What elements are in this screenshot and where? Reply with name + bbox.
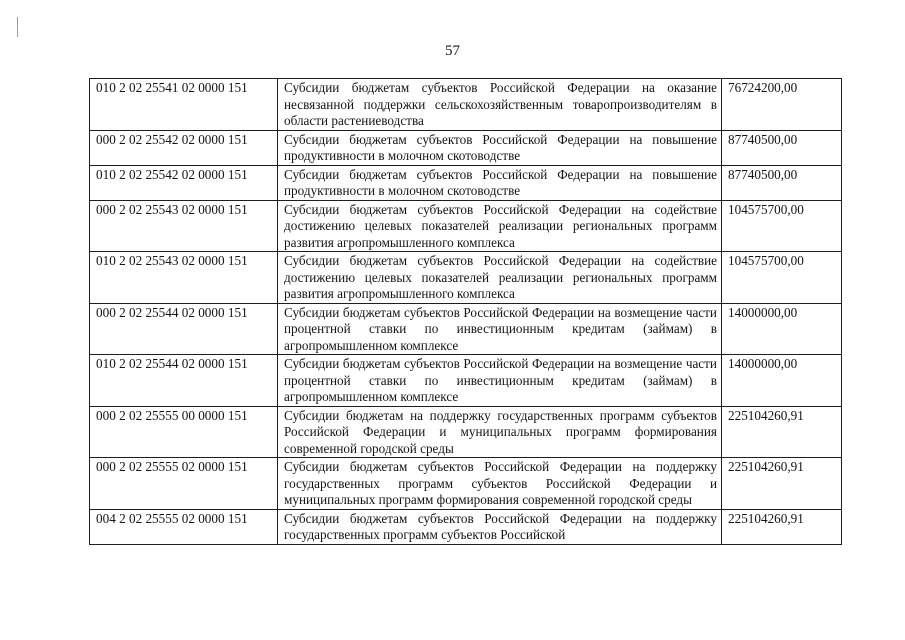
budget-code-cell: 010 2 02 25544 02 0000 151: [90, 355, 278, 407]
scan-margin-mark: [17, 17, 18, 37]
table-row: [90, 355, 842, 407]
budget-code-cell: 000 2 02 25543 02 0000 151: [90, 200, 278, 252]
description-cell: Субсидии бюджетам на поддержку государственных программ субъектов Российской Федерации и муниципальных программ формирования современной городской среды: [278, 406, 722, 458]
budget-code-cell: 000 2 02 25555 02 0000 151: [90, 458, 278, 510]
table-row: [90, 130, 842, 165]
budget-code-cell: 000 2 02 25542 02 0000 151: [90, 130, 278, 165]
budget-code-cell: 000 2 02 25544 02 0000 151: [90, 303, 278, 355]
description-cell: Субсидии бюджетам субъектов Российской Федерации на оказание несвязанной поддержки сельскохозяйственным товаропроизводителям в области растениеводства: [278, 79, 722, 131]
amount-cell: 104575700,00: [722, 252, 842, 304]
amount-cell: 14000000,00: [722, 355, 842, 407]
amount-cell: 87740500,00: [722, 130, 842, 165]
description-cell: Субсидии бюджетам субъектов Российской Федерации на поддержку государственных программ субъектов Российской Федерации и муниципальных программ формирования современной городской среды: [278, 458, 722, 510]
amount-cell: 87740500,00: [722, 165, 842, 200]
table-body: [90, 79, 842, 545]
description-cell: Субсидии бюджетам субъектов Российской Федерации на возмещение части процентной ставки по инвестиционным кредитам (займам) в агропромышленном комплексе: [278, 303, 722, 355]
amount-cell: 76724200,00: [722, 79, 842, 131]
table-row: [90, 165, 842, 200]
page-number: 57: [445, 43, 460, 59]
description-cell: Субсидии бюджетам субъектов Российской Федерации на повышение продуктивности в молочном скотоводстве: [278, 130, 722, 165]
budget-code-cell: 004 2 02 25555 02 0000 151: [90, 509, 278, 544]
amount-cell: 14000000,00: [722, 303, 842, 355]
budget-revenue-table: [89, 78, 842, 545]
amount-cell: 104575700,00: [722, 200, 842, 252]
table-row: [90, 252, 842, 304]
description-cell: Субсидии бюджетам субъектов Российской Федерации на возмещение части процентной ставки по инвестиционным кредитам (займам) в агропромышленном комплексе: [278, 355, 722, 407]
budget-code-cell: 010 2 02 25541 02 0000 151: [90, 79, 278, 131]
table-row: [90, 509, 842, 544]
amount-cell: 225104260,91: [722, 509, 842, 544]
description-cell: Субсидии бюджетам субъектов Российской Федерации на содействие достижению целевых показателей реализации региональных программ развития агропромышленного комплекса: [278, 252, 722, 304]
description-cell: Субсидии бюджетам субъектов Российской Федерации на содействие достижению целевых показателей реализации региональных программ развития агропромышленного комплекса: [278, 200, 722, 252]
amount-cell: 225104260,91: [722, 458, 842, 510]
budget-code-cell: 010 2 02 25543 02 0000 151: [90, 252, 278, 304]
table-row: [90, 79, 842, 131]
budget-code-cell: 010 2 02 25542 02 0000 151: [90, 165, 278, 200]
budget-code-cell: 000 2 02 25555 00 0000 151: [90, 406, 278, 458]
amount-cell: 225104260,91: [722, 406, 842, 458]
table-row: [90, 458, 842, 510]
table-row: [90, 303, 842, 355]
description-cell: Субсидии бюджетам субъектов Российской Федерации на поддержку государственных программ субъектов Российской: [278, 509, 722, 544]
table-row: [90, 200, 842, 252]
table-row: [90, 406, 842, 458]
description-cell: Субсидии бюджетам субъектов Российской Федерации на повышение продуктивности в молочном скотоводстве: [278, 165, 722, 200]
